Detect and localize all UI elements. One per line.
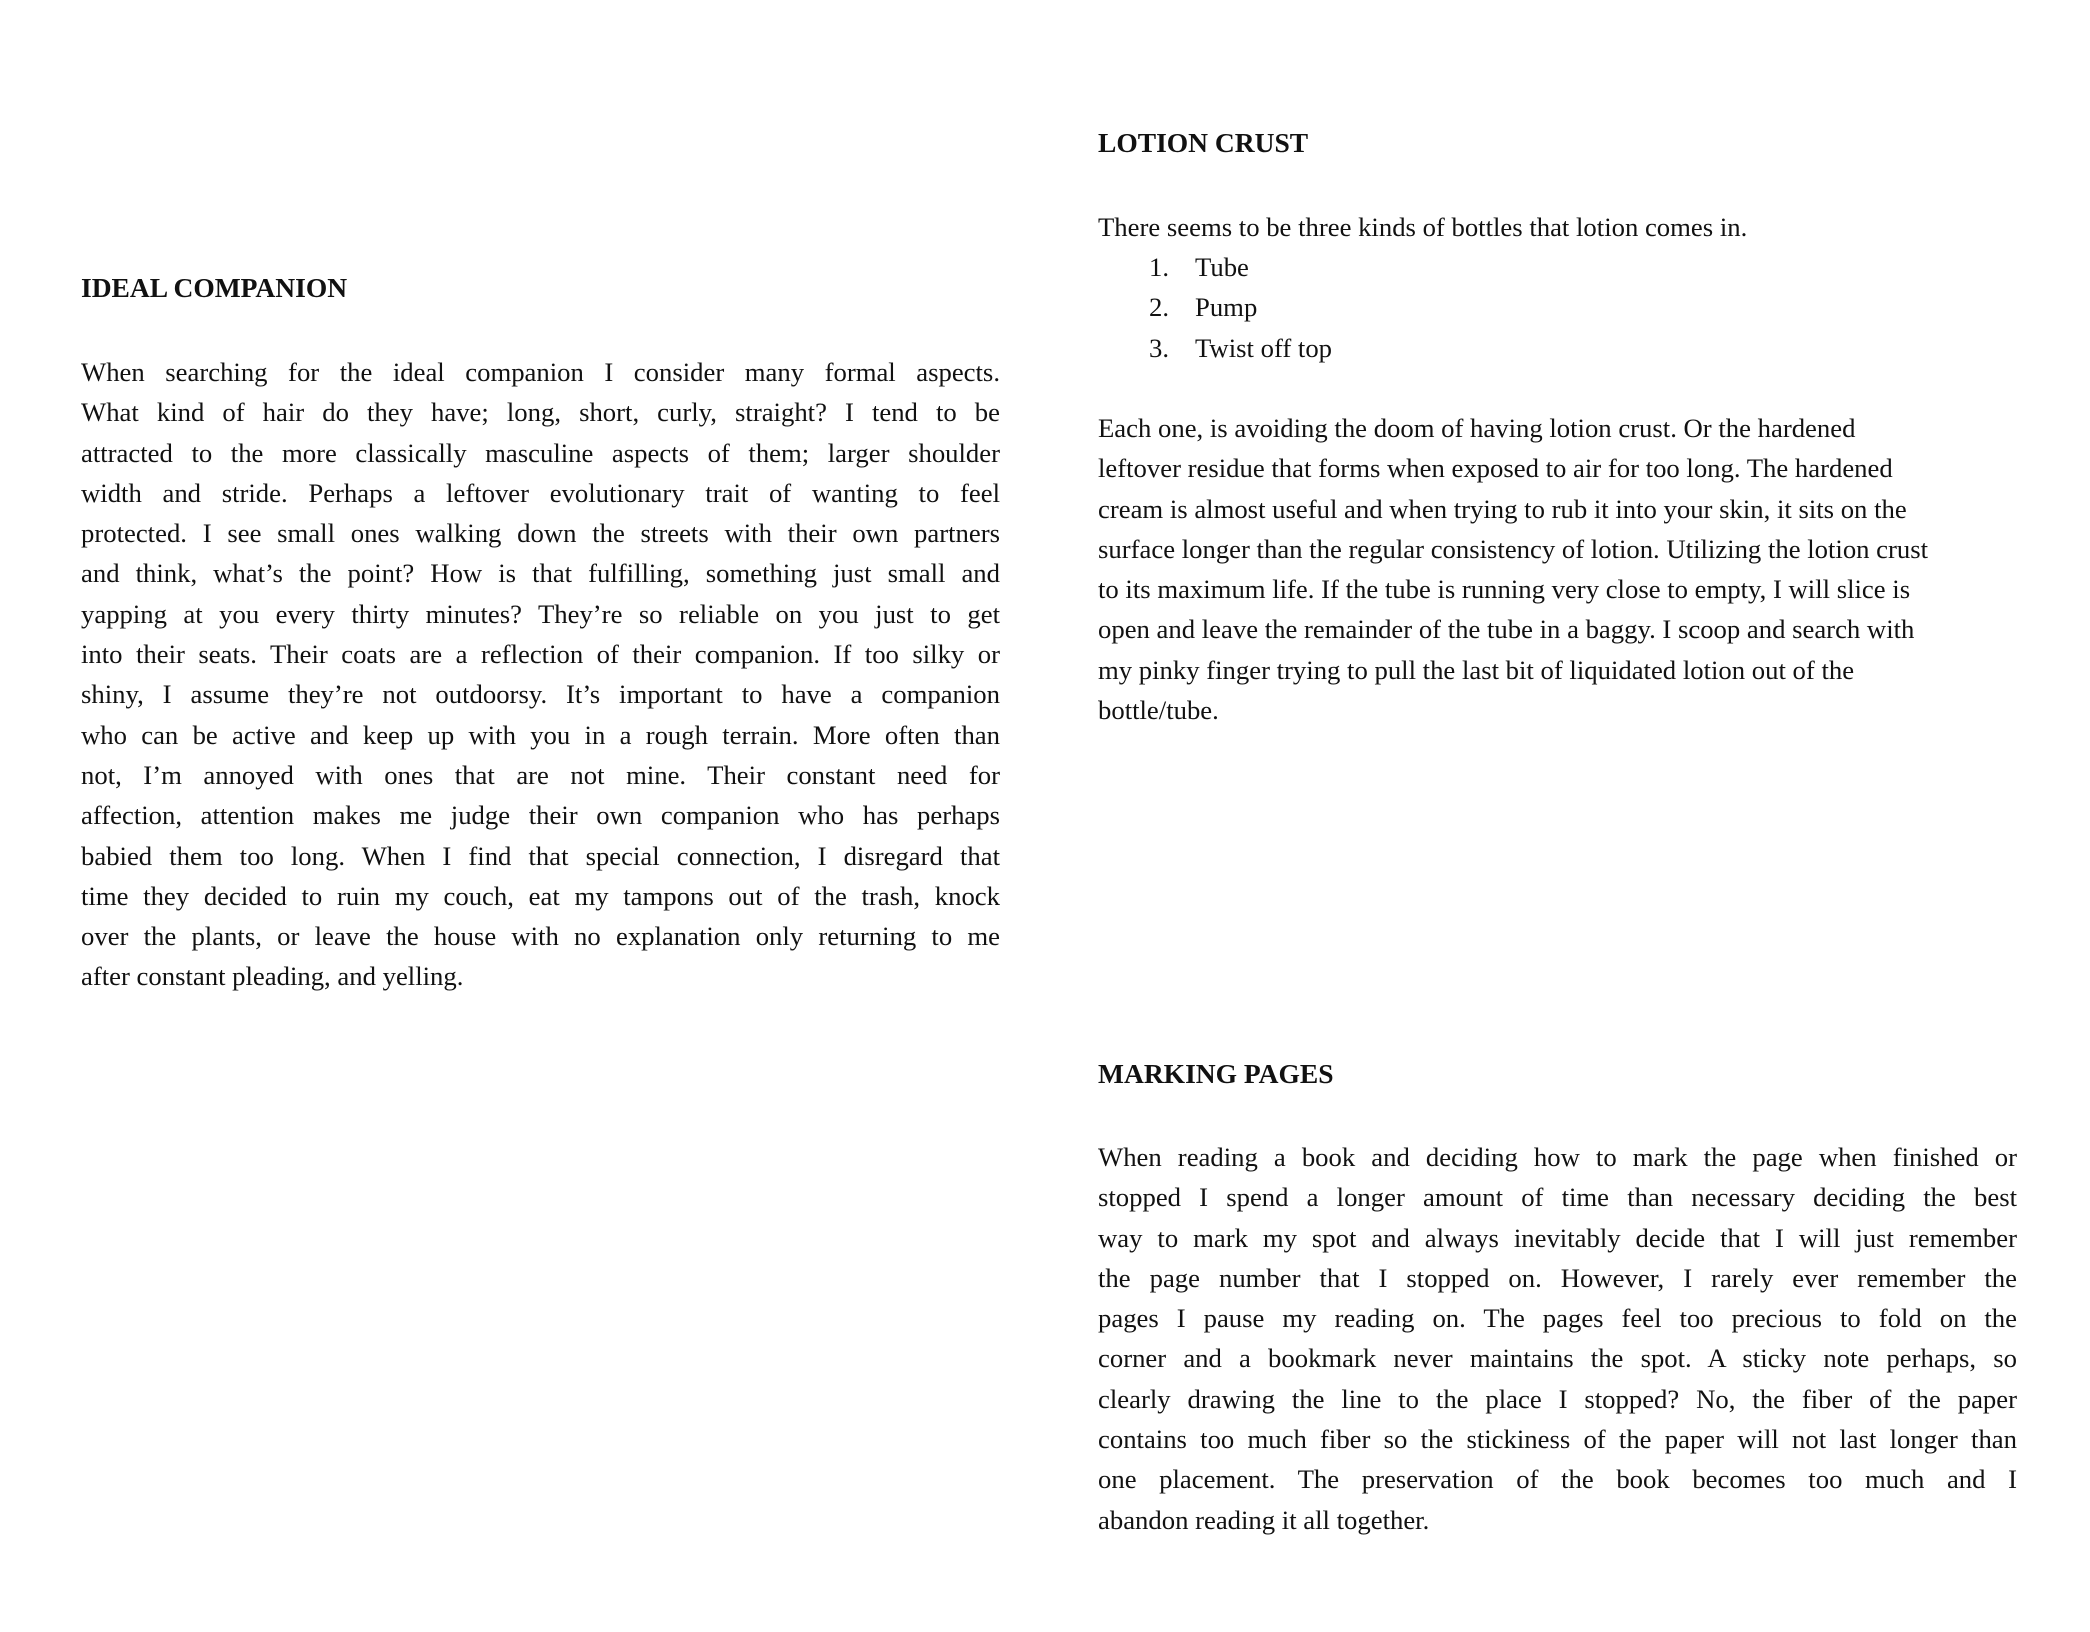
marking-pages-heading: MARKING PAGES [1098, 1058, 1334, 1089]
text-line: Each one, is avoiding the doom of having lotion crust. Or the hardened [1098, 413, 1856, 443]
list-number: 3. [1149, 333, 1170, 363]
text-line: When reading a book and deciding how to mark the page when finished or [1098, 1142, 2017, 1172]
list-item [1149, 287, 1257, 327]
text-line: to its maximum life. If the tube is running very close to empty, I will slice is [1098, 574, 1911, 605]
text-line: time they decided to ruin my couch, eat my tampons out of the trash, knock [81, 880, 1000, 911]
text-line: width and stride. Perhaps a leftover evolutionary trait of wanting to feel [81, 477, 1000, 508]
text-line: one placement. The preservation of the book becomes too much and I [1098, 1464, 2017, 1495]
list-text: Twist off top [1195, 333, 1333, 363]
text-line: stopped I spend a longer amount of time than necessary deciding the best [1098, 1182, 2017, 1213]
lotion-crust-heading: LOTION CRUST [1098, 127, 1309, 158]
text-line: into their seats. Their coats are a reflection of their companion. If too silky or [81, 639, 1000, 670]
lotion-crust-body [1098, 408, 2028, 730]
text-line: clearly drawing the line to the place I stopped? No, the fiber of the paper [1098, 1383, 2017, 1414]
list-item [1149, 328, 1332, 368]
marking-pages-body [1098, 1137, 2017, 1540]
list-number: 1. [1149, 252, 1170, 282]
list-item [1149, 247, 1249, 287]
text-line: surface longer than the regular consistency of lotion. Utilizing the lotion crust [1098, 533, 1929, 564]
text-line: pages I pause my reading on. The pages feel too precious to fold on the [1098, 1303, 2017, 1334]
text-line: my pinky finger trying to pull the last bit of liquidated lotion out of the [1098, 654, 1855, 685]
text-line: not, I’m annoyed with ones that are not mine. Their constant need for [81, 759, 1000, 790]
lotion-crust-intro [1098, 207, 1747, 247]
ideal-companion-heading: IDEAL COMPANION [81, 272, 348, 303]
text-line: bottle/tube. [1098, 695, 1219, 726]
intro-line: There seems to be three kinds of bottles that lotion comes in. [1098, 212, 1748, 242]
text-line: and think, what’s the point? How is that fulfilling, something just small and [81, 558, 1000, 589]
text-line: over the plants, or leave the house with no explanation only returning to me [81, 921, 1000, 952]
text-line: contains too much fiber so the stickiness of the paper will not last longer than [1098, 1424, 2017, 1455]
text-line: When searching for the ideal companion I consider many formal aspects. [81, 357, 1000, 387]
text-line: affection, attention makes me judge their own companion who has perhaps [81, 800, 1000, 831]
text-line: shiny, I assume they’re not outdoorsy. It’s important to have a companion [81, 679, 1000, 710]
text-line: babied them too long. When I find that special connection, I disregard that [81, 840, 1000, 871]
list-text: Tube [1195, 252, 1249, 282]
list-text: Pump [1195, 292, 1258, 322]
ideal-companion-body [81, 352, 1000, 997]
text-line: protected. I see small ones walking down the streets with their own partners [81, 518, 1000, 549]
text-line: yapping at you every thirty minutes? They’re so reliable on you just to get [81, 598, 1000, 629]
text-line: abandon reading it all together. [1098, 1504, 1430, 1535]
text-line: attracted to the more classically masculine aspects of them; larger shoulder [81, 437, 1000, 468]
text-line: corner and a bookmark never maintains the spot. A sticky note perhaps, so [1098, 1343, 2017, 1374]
text-line: who can be active and keep up with you in a rough terrain. More often than [81, 719, 1000, 750]
list-number: 2. [1149, 292, 1170, 322]
text-line: the page number that I stopped on. However, I rarely ever remember the [1098, 1262, 2017, 1293]
text-line: leftover residue that forms when exposed to air for too long. The hardened [1098, 453, 1893, 484]
text-line: way to mark my spot and always inevitably decide that I will just remember [1098, 1222, 2017, 1253]
text-line: after constant pleading, and yelling. [81, 961, 464, 992]
text-line: What kind of hair do they have; long, short, curly, straight? I tend to be [81, 397, 1000, 428]
text-line: open and leave the remainder of the tube in a baggy. I scoop and search with [1098, 614, 1915, 645]
text-line: cream is almost useful and when trying to rub it into your skin, it sits on the [1098, 493, 1907, 524]
